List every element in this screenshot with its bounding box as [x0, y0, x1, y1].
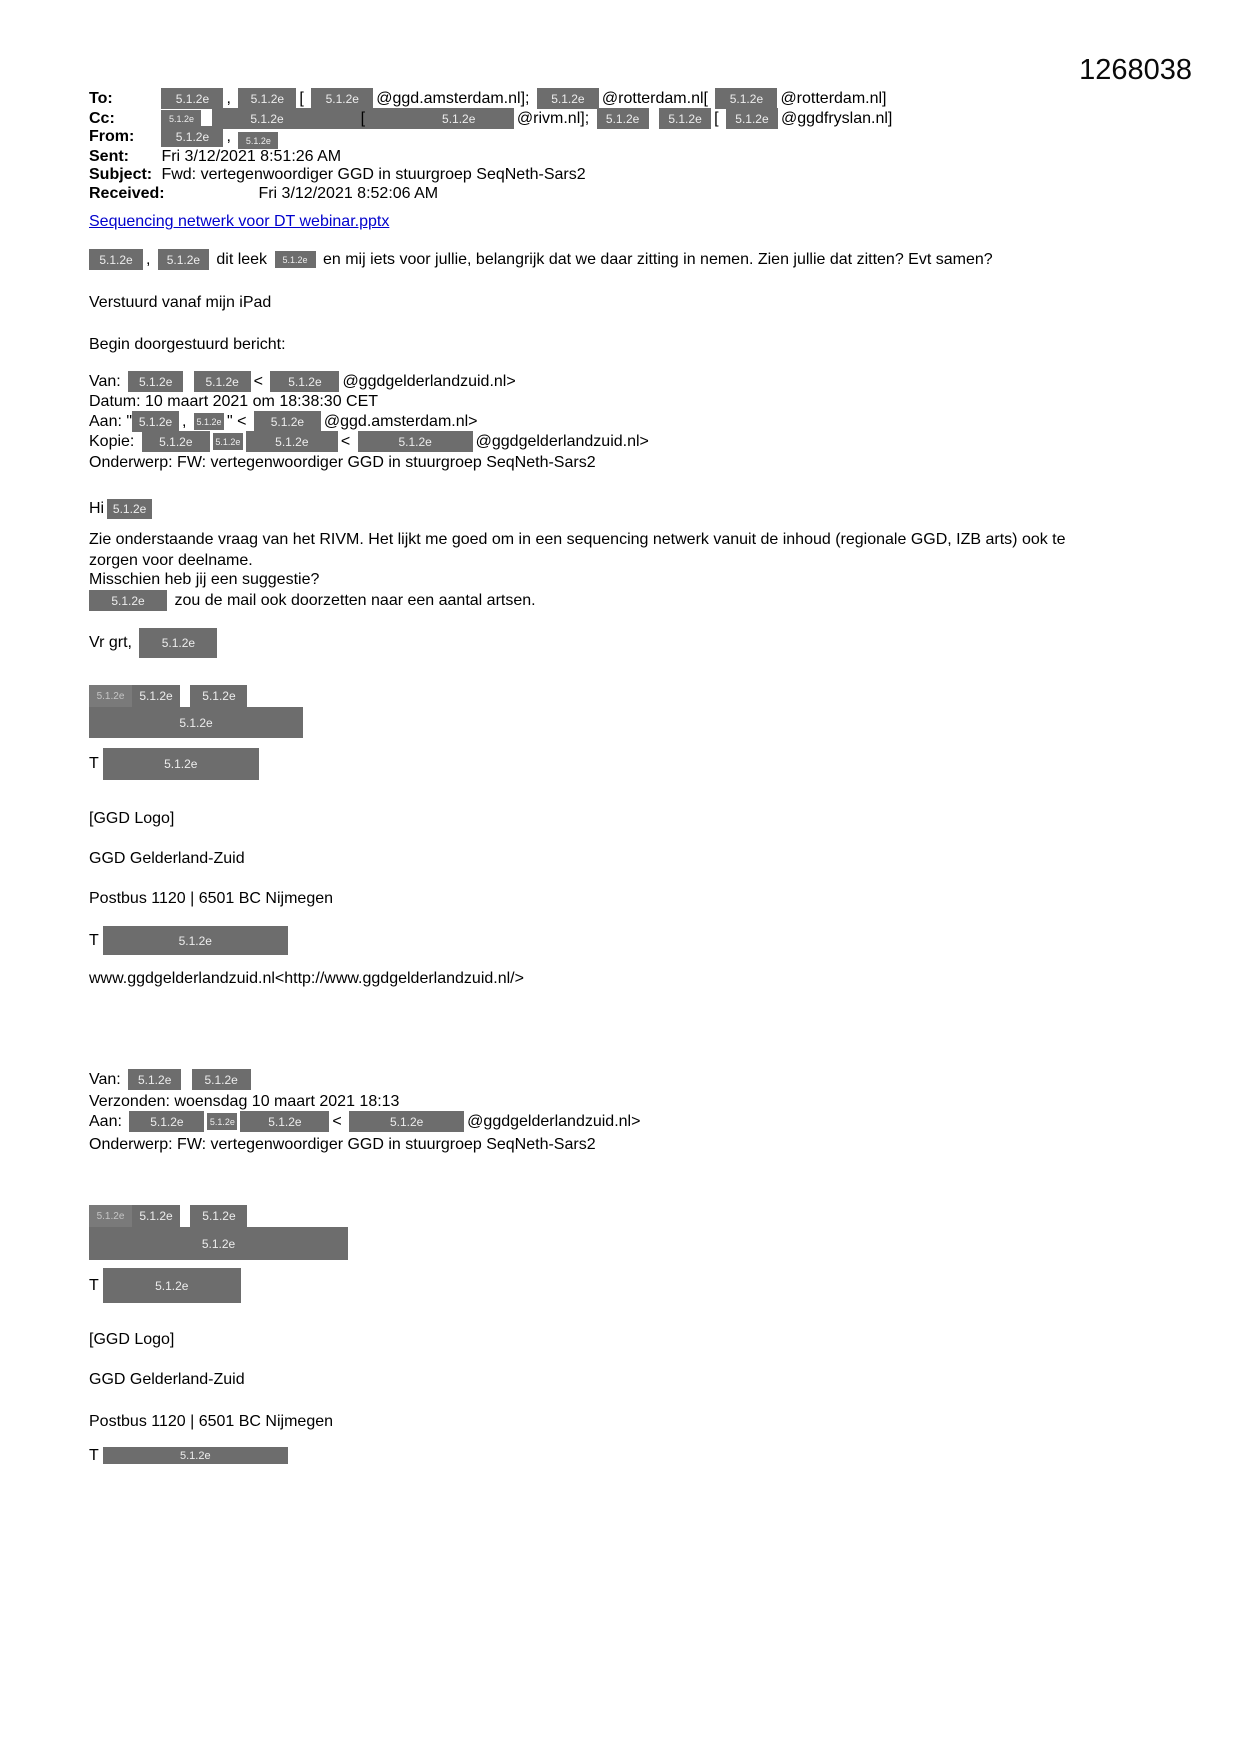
phone-label: T [89, 932, 99, 949]
sent-label: Sent: [89, 148, 129, 165]
separator: , [182, 413, 187, 430]
redaction-box: 5.1.2e [358, 431, 473, 452]
van-domain: @ggdgelderlandzuid.nl> [342, 373, 516, 390]
redaction-box: 5.1.2e [194, 371, 251, 392]
intro-text-2: en mij iets voor jullie, belangrijk dat we daar zitting in nemen. Zien jullie dat zitten? Evt samen? [322, 251, 993, 268]
subject-label: Subject: [89, 166, 153, 183]
fwd2-onderwerp-row [89, 1134, 596, 1155]
kopie-domain: @ggdgelderlandzuid.nl> [475, 433, 649, 450]
redaction-box: 5.1.2e [139, 628, 217, 658]
address-row [89, 888, 333, 909]
redaction-label: 5.1.2e [201, 1236, 236, 1251]
redaction-box: 5.1.2e [132, 411, 179, 432]
body-line-1 [89, 529, 1066, 550]
redaction-box: 5.1.2e [240, 1111, 329, 1132]
angle-bracket: < [340, 433, 351, 450]
redaction-box: 5.1.2e [726, 108, 778, 129]
received-label: Received: [89, 185, 165, 202]
cc-domain-fryslan: @ggdfryslan.nl] [780, 110, 893, 127]
redaction-box: 5.1.2e [254, 411, 321, 432]
ggd-logo-placeholder-2 [89, 1329, 174, 1350]
redaction-box: 5.1.2e [128, 371, 183, 392]
onderwerp-text: Onderwerp: FW: vertegenwoordiger GGD in stuurgroep SeqNeth-Sars2 [89, 454, 596, 471]
redaction-box: 5.1.2e [132, 1205, 180, 1227]
address-text: Postbus 1120 | 6501 BC Nijmegen [89, 890, 334, 907]
redaction-box: 5.1.2e [715, 88, 777, 109]
redaction-box: 5.1.2e [103, 1268, 241, 1303]
signature1-phone-row-2 [89, 926, 291, 955]
from-label: From: [89, 128, 135, 145]
redaction-bar [89, 1227, 348, 1260]
redaction-box: 5.1.2e [161, 110, 201, 127]
sent-value: Fri 3/12/2021 8:51:26 AM [161, 148, 342, 165]
fwd1-onderwerp-row [89, 452, 596, 473]
logo-text: [GGD Logo] [89, 810, 175, 827]
redaction-box: 5.1.2e [270, 371, 339, 392]
body-line-3 [89, 569, 319, 590]
redaction-label: 5.1.2e [442, 111, 476, 126]
intro-paragraph [89, 249, 993, 270]
closing-row [89, 628, 220, 658]
to-domain-amsterdam: @ggd.amsterdam.nl]; [376, 90, 530, 107]
cc-domain-rivm: @rivm.nl]; [516, 110, 590, 127]
quote-angle: " < [226, 413, 247, 430]
closing-text: Vr grt, [89, 634, 132, 652]
fwd1-datum-row [89, 391, 378, 412]
aan-domain: @ggdgelderlandzuid.nl> [467, 1113, 641, 1130]
address-text: Postbus 1120 | 6501 BC Nijmegen [89, 1413, 334, 1430]
redaction-box: 5.1.2e [192, 1069, 251, 1090]
redaction-box: 5.1.2e [128, 1069, 181, 1090]
begin-forwarded-text: Begin doorgestuurd bericht: [89, 336, 286, 353]
redaction-bar [89, 707, 303, 738]
organization-text: GGD Gelderland-Zuid [89, 850, 245, 867]
body-text-3: Misschien heb jij een suggestie? [89, 571, 320, 588]
redaction-box: 5.1.2e [107, 499, 152, 519]
redaction-box: 5.1.2e [659, 108, 711, 129]
cc-label: Cc: [89, 110, 115, 127]
greeting-row [89, 498, 155, 519]
angle-bracket: < [253, 373, 263, 390]
redaction-box: 5.1.2e [213, 433, 243, 450]
redaction-box: 5.1.2e [207, 1113, 237, 1130]
document-number: 1268038 [1079, 54, 1192, 86]
signature1-phone-row [89, 748, 262, 780]
signature1-redaction-row [89, 685, 250, 707]
header-row-from [89, 126, 281, 147]
redaction-box: 5.1.2e [597, 108, 649, 129]
fwd2-aan-row [89, 1111, 640, 1132]
body-line-4 [89, 590, 536, 611]
body-text-1: Zie onderstaande vraag van het RIVM. Het lijkt me goed om in een sequencing netwerk vanuit de inhoud (regionale GGD, IZB arts) ook te [89, 531, 1066, 548]
begin-forwarded [89, 334, 286, 355]
redaction-box: 5.1.2e [238, 132, 278, 149]
redaction-box: 5.1.2e [161, 88, 223, 109]
aan-label: Aan: [89, 1113, 122, 1130]
separator: , [226, 128, 231, 145]
signature2-phone-row-2 [89, 1447, 291, 1464]
redaction-box: 5.1.2e [190, 1205, 247, 1227]
website-row [89, 968, 524, 989]
fwd2-verzonden-row [89, 1091, 399, 1112]
header-row-subject [89, 164, 586, 185]
address-row-2 [89, 1411, 333, 1432]
redaction-box: 5.1.2e [103, 748, 259, 780]
kopie-label: Kopie: [89, 433, 135, 450]
van-label: Van: [89, 1071, 121, 1088]
to-label: To: [89, 90, 113, 107]
aan-label: Aan: " [89, 413, 133, 430]
redaction-label: 5.1.2e [179, 715, 213, 730]
bracket: [ [360, 109, 366, 127]
redaction-box: 5.1.2e [103, 1447, 288, 1464]
redaction-box: 5.1.2e [142, 431, 210, 452]
redaction-box: 5.1.2e [275, 251, 316, 268]
body-text-4: zou de mail ook doorzetten naar een aantal artsen. [174, 592, 536, 609]
redaction-box: 5.1.2e [89, 590, 167, 611]
redaction-box: 5.1.2e [349, 1111, 464, 1132]
verzonden-text: Verzonden: woensdag 10 maart 2021 18:13 [89, 1093, 400, 1110]
sent-from-device-text: Verstuurd vanaf mijn iPad [89, 294, 272, 311]
datum-text: Datum: 10 maart 2021 om 18:38:30 CET [89, 393, 379, 410]
fwd1-kopie-row [89, 431, 649, 452]
website-text: www.ggdgelderlandzuid.nl<http://www.ggdgelderlandzuid.nl/> [89, 970, 524, 987]
intro-text-1: dit leek [216, 251, 268, 268]
organization-text: GGD Gelderland-Zuid [89, 1371, 245, 1388]
angle-bracket: < [332, 1113, 342, 1130]
fwd1-aan-row [89, 411, 478, 432]
body-text-2: zorgen voor deelname. [89, 552, 253, 569]
body-line-2 [89, 550, 253, 571]
redaction-label: 5.1.2e [250, 111, 284, 126]
greeting-text: Hi [89, 500, 105, 517]
bracket: [ [714, 110, 719, 127]
organization-name [89, 848, 245, 869]
to-domain-rotterdam-1: @rotterdam.nl[ [601, 90, 708, 107]
redaction-box: 5.1.2e [161, 126, 223, 147]
separator: , [226, 90, 231, 107]
sent-from-device [89, 292, 271, 313]
attachment-row [89, 211, 389, 232]
separator: , [146, 251, 151, 268]
attachment-link[interactable]: Sequencing netwerk voor DT webinar.pptx [89, 213, 390, 230]
redaction-box: 5.1.2e [89, 685, 132, 707]
redaction-box: 5.1.2e [190, 685, 247, 707]
header-row-received [89, 183, 438, 204]
bracket: [ [299, 90, 304, 107]
redaction-box: 5.1.2e [129, 1111, 204, 1132]
signature2-redaction-row [89, 1205, 250, 1227]
redaction-box: 5.1.2e [103, 926, 288, 955]
fwd1-van-row [89, 371, 516, 392]
logo-text: [GGD Logo] [89, 1331, 175, 1348]
aan-domain: @ggd.amsterdam.nl> [323, 413, 478, 430]
redaction-box: 5.1.2e [132, 685, 180, 707]
phone-label: T [89, 755, 99, 773]
signature2-phone-row [89, 1268, 244, 1303]
redaction-box: 5.1.2e [311, 88, 373, 109]
ggd-logo-placeholder [89, 808, 174, 829]
organization-name-2 [89, 1369, 245, 1390]
fwd2-van-row [89, 1069, 254, 1090]
subject-value: Fwd: vertegenwoordiger GGD in stuurgroep SeqNeth-Sars2 [161, 166, 586, 183]
redaction-box: 5.1.2e [89, 249, 143, 270]
received-value: Fri 3/12/2021 8:52:06 AM [258, 185, 439, 202]
redaction-box: 5.1.2e [537, 88, 599, 109]
to-domain-rotterdam-2: @rotterdam.nl] [780, 90, 887, 107]
header-row-to [89, 88, 887, 109]
redaction-box: 5.1.2e [89, 1205, 132, 1227]
redaction-box: 5.1.2e [238, 88, 296, 109]
redaction-box: 5.1.2e [194, 413, 224, 430]
phone-label: T [89, 1447, 99, 1464]
redaction-box: 5.1.2e [158, 249, 209, 270]
van-label: Van: [89, 373, 121, 390]
onderwerp-text: Onderwerp: FW: vertegenwoordiger GGD in stuurgroep SeqNeth-Sars2 [89, 1136, 596, 1153]
redaction-box: 5.1.2e [246, 431, 338, 452]
phone-label: T [89, 1277, 99, 1294]
